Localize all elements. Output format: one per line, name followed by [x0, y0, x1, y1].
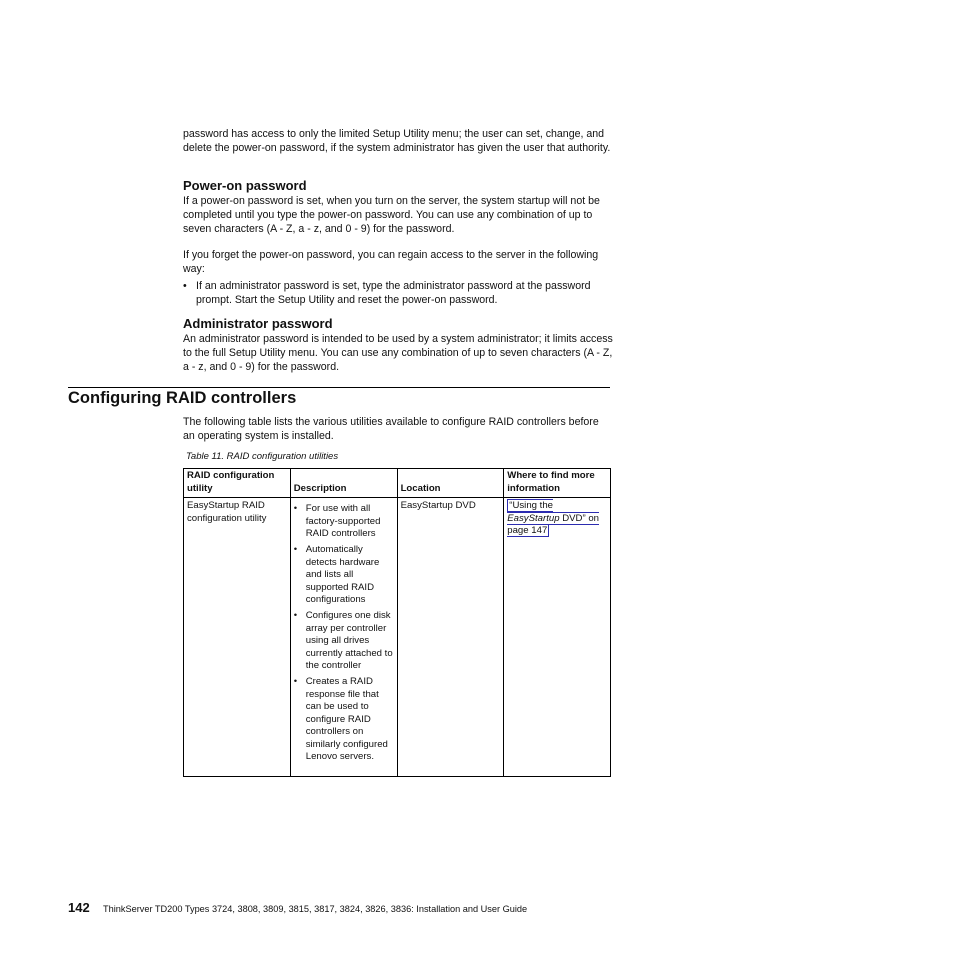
- header-description: Description: [290, 469, 397, 498]
- administrator-password-heading: Administrator password: [183, 316, 333, 331]
- raid-utilities-table: [183, 468, 611, 777]
- power-on-paragraph-1: If a power-on password is set, when you turn on the server, the system startup will not be completed until you type the power-on password. You can use any combination of up to seven characters (A - Z, a - z, and 0 - 9) for the password.: [183, 195, 600, 235]
- description-list: [294, 503, 394, 764]
- cell-utility: EasyStartup RAID configuration utility: [184, 498, 291, 777]
- list-item: • Automatically detects hardware and lists all supported RAID configurations: [294, 544, 394, 607]
- easystartup-dvd-link[interactable]: [507, 499, 599, 537]
- table-row: [184, 498, 611, 777]
- configuring-raid-heading: Configuring RAID controllers: [68, 389, 297, 407]
- power-on-bullet-item: • If an administrator password is set, type the administrator password at the password prompt. Start the Setup Utility and reset the power-on password.: [183, 279, 613, 307]
- link-text-post: DVD” on page 147: [507, 512, 599, 537]
- table-header-row: [184, 469, 611, 498]
- intro-paragraph: password has access to only the limited Setup Utility menu; the user can set, change, and delete the power-on password, if the system administrator has given the user that authority.: [183, 128, 611, 154]
- power-on-bullet-list: [183, 279, 613, 307]
- cell-location: EasyStartup DVD: [397, 498, 504, 777]
- list-item: • Creates a RAID response file that can be used to configure RAID controllers on similarly configured Lenovo servers.: [294, 676, 394, 764]
- section-divider: [68, 387, 610, 388]
- list-item: • Configures one disk array per controller using all drives currently attached to the controller: [294, 610, 394, 673]
- header-location: Location: [397, 469, 504, 498]
- header-utility: RAID configuration utility: [184, 469, 291, 498]
- page-number: 142: [68, 900, 90, 915]
- power-on-paragraph-2: If you forget the power-on password, you can regain access to the server in the following way:: [183, 249, 599, 275]
- table-caption: Table 11. RAID configuration utilities: [186, 451, 339, 462]
- header-more-info: Where to find more information: [504, 469, 611, 498]
- power-on-password-heading: Power-on password: [183, 178, 307, 193]
- list-item: • For use with all factory-supported RAID controllers: [294, 503, 394, 541]
- footer-title: ThinkServer TD200 Types 3724, 3808, 3809, 3815, 3817, 3824, 3826, 3836: Installation and User Guide: [103, 904, 528, 914]
- cell-description: [290, 498, 397, 777]
- administrator-paragraph: An administrator password is intended to be used by a system administrator; it limits access to the full Setup Utility menu. You can use any combination of up to seven characters (A - Z, a - z, and 0 - 9) for the password.: [183, 333, 613, 373]
- raid-intro-paragraph: The following table lists the various utilities available to configure RAID controllers before an operating system is installed.: [183, 416, 599, 442]
- link-text-pre: “Using the: [509, 500, 553, 512]
- cell-more-info: [504, 498, 611, 777]
- link-text-italic: EasyStartup: [507, 512, 560, 524]
